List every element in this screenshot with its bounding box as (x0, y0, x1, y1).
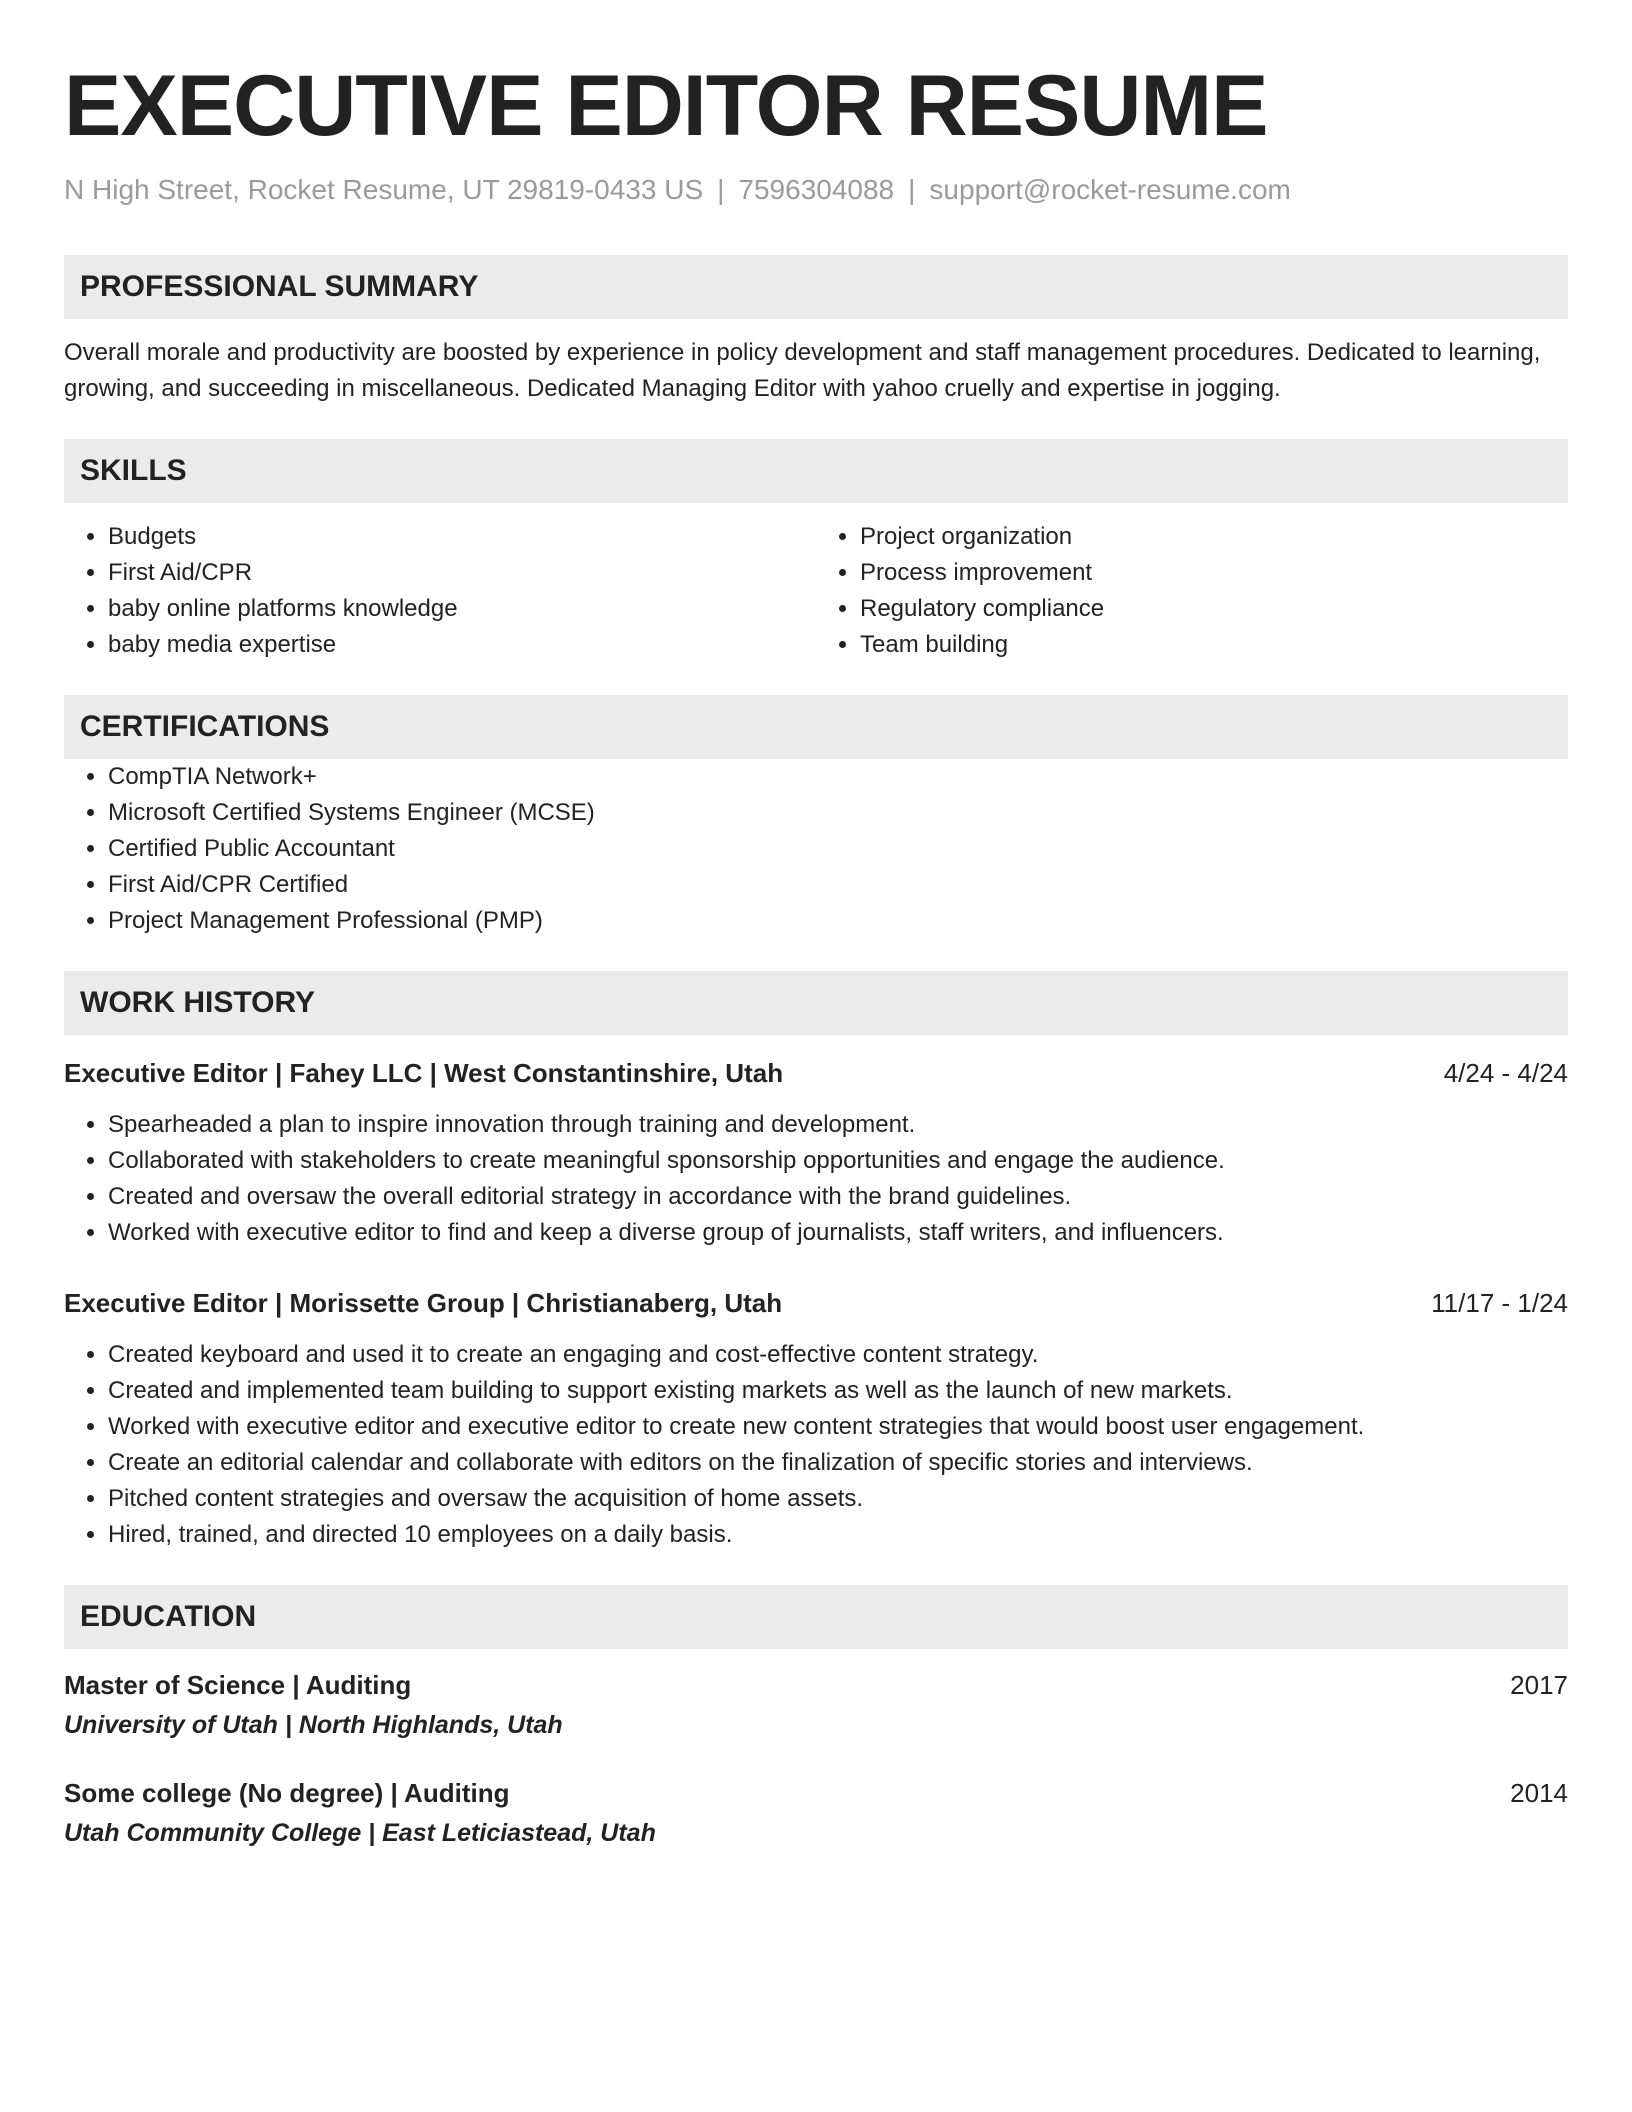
contact-line (64, 172, 1568, 208)
job-bullets (64, 1337, 1568, 1553)
section-header-certifications: CERTIFICATIONS (64, 695, 1568, 759)
job-header (64, 1283, 1568, 1323)
section-header-education: EDUCATION (64, 1585, 1568, 1649)
job-dates: 4/24 - 4/24 (1443, 1058, 1568, 1088)
education-entry (64, 1773, 1568, 1853)
job-bullet: • Created keyboard and used it to create an engaging and cost-effective content strategy. (108, 1337, 1568, 1373)
job-title: Executive Editor | Morissette Group | Christianaberg, Utah (64, 1288, 783, 1318)
resume-title: EXECUTIVE EDITOR RESUME (64, 58, 1268, 154)
education-header (64, 1773, 1568, 1813)
education-school: Utah Community College | East Leticiastead, Utah (64, 1819, 656, 1847)
education-entry (64, 1665, 1568, 1745)
contact-email: support@rocket-resume.com (929, 174, 1291, 205)
contact-separator: | (908, 174, 916, 205)
job-bullets (64, 1107, 1568, 1251)
certification-item: • Microsoft Certified Systems Engineer (MCSE) (108, 795, 1568, 831)
job-bullet: • Spearheaded a plan to inspire innovation through training and development. (108, 1107, 1568, 1143)
certifications-list (64, 759, 1568, 939)
skill-item: • Team building (860, 627, 1568, 663)
skills-column-left (64, 519, 816, 663)
contact-phone: 7596304088 (738, 174, 895, 205)
certification-item: • Certified Public Accountant (108, 831, 1568, 867)
education-degree: Master of Science | Auditing (64, 1670, 412, 1700)
skill-item: • Budgets (108, 519, 816, 555)
job-dates: 11/17 - 1/24 (1431, 1288, 1568, 1318)
certification-item: • First Aid/CPR Certified (108, 867, 1568, 903)
certification-item: • CompTIA Network+ (108, 759, 1568, 795)
job-bullet: • Worked with executive editor and executive editor to create new content strategies that would boost user engagement. (108, 1409, 1568, 1445)
section-header-summary: PROFESSIONAL SUMMARY (64, 255, 1568, 319)
education-year: 2014 (1510, 1778, 1568, 1808)
job-bullet: • Created and oversaw the overall editorial strategy in accordance with the brand guidelines. (108, 1179, 1568, 1215)
skill-item: • Project organization (860, 519, 1568, 555)
job-bullet: • Worked with executive editor to find and keep a diverse group of journalists, staff writers, and influencers. (108, 1215, 1568, 1251)
job-bullet: • Created and implemented team building to support existing markets as well as the launch of new markets. (108, 1373, 1568, 1409)
job-bullet: • Create an editorial calendar and collaborate with editors on the finalization of specific stories and interviews. (108, 1445, 1568, 1481)
contact-separator: | (717, 174, 725, 205)
skill-item: • Regulatory compliance (860, 591, 1568, 627)
job-bullet: • Pitched content strategies and oversaw the acquisition of home assets. (108, 1481, 1568, 1517)
job-bullet: • Collaborated with stakeholders to create meaningful sponsorship opportunities and engage the audience. (108, 1143, 1568, 1179)
skills-column-right (816, 519, 1568, 663)
section-header-skills: SKILLS (64, 439, 1568, 503)
certification-item: • Project Management Professional (PMP) (108, 903, 1568, 939)
job-header (64, 1053, 1568, 1093)
job-entry (64, 1283, 1568, 1553)
skill-item: • Process improvement (860, 555, 1568, 591)
skill-item: • baby online platforms knowledge (108, 591, 816, 627)
skill-item: • baby media expertise (108, 627, 816, 663)
skills-grid (64, 519, 1568, 663)
job-entry (64, 1053, 1568, 1251)
summary-text: Overall morale and productivity are boosted by experience in policy development and staff management procedures. Dedicated to learning, growing, and succeeding in miscellaneous. Dedicated Managing Editor with yahoo cruelly and expertise in jogging. (64, 339, 1541, 402)
education-header (64, 1665, 1568, 1705)
job-title: Executive Editor | Fahey LLC | West Constantinshire, Utah (64, 1058, 784, 1088)
education-year: 2017 (1510, 1670, 1568, 1700)
education-degree: Some college (No degree) | Auditing (64, 1778, 510, 1808)
education-school: University of Utah | North Highlands, Utah (64, 1711, 563, 1739)
section-header-work-history: WORK HISTORY (64, 971, 1568, 1035)
contact-address: N High Street, Rocket Resume, UT 29819-0433 US (64, 174, 704, 205)
skill-item: • First Aid/CPR (108, 555, 816, 591)
job-bullet: • Hired, trained, and directed 10 employees on a daily basis. (108, 1517, 1568, 1553)
